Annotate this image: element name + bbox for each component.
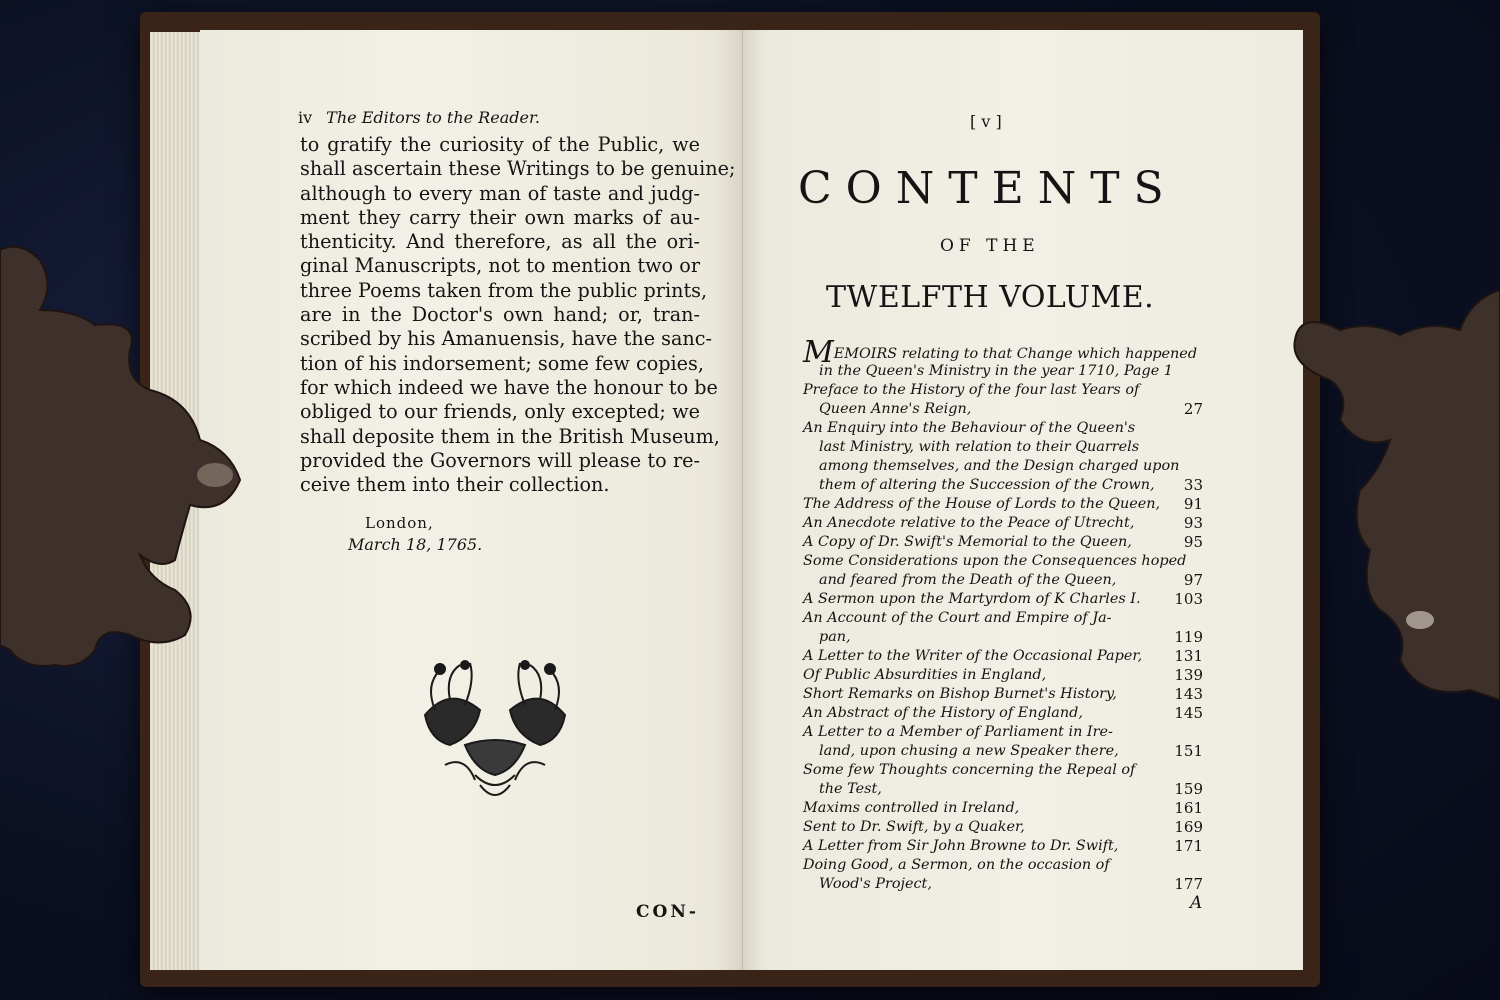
contents-entry-text: Queen Anne's Reign, xyxy=(819,401,972,417)
contents-page-number: 27 xyxy=(1183,400,1203,418)
contents-entry xyxy=(803,381,1203,419)
contents-entry-text: Maxims controlled in Ireland, xyxy=(803,800,1020,816)
contents-entry-line xyxy=(803,685,1203,704)
contents-page-number: 103 xyxy=(1174,590,1203,608)
contents-entry-line xyxy=(803,362,1203,381)
contents-page-number: 131 xyxy=(1174,647,1203,665)
contents-entry-text: EMOIRS relating to that Change which happened xyxy=(833,346,1198,362)
place-line: London, xyxy=(365,514,434,532)
left-body-text xyxy=(300,133,736,497)
body-line: provided the Governors will please to re- xyxy=(300,448,700,472)
body-line: shall deposite them in the British Museum, xyxy=(300,424,720,448)
contents-page-number: 95 xyxy=(1183,533,1203,551)
left-running-head xyxy=(298,108,540,127)
date-line: March 18, 1765. xyxy=(348,535,483,554)
body-line: thenticity. And therefore, as all the ori- xyxy=(300,230,700,254)
contents-page-number: 97 xyxy=(1183,571,1203,589)
contents-entry-line xyxy=(803,856,1203,875)
body-line: shall ascertain these Writings to be genuine; xyxy=(300,157,736,181)
contents-entry xyxy=(803,818,1203,837)
contents-entry xyxy=(803,685,1203,704)
contents-entry xyxy=(803,533,1203,552)
contents-entry-text: Some few Thoughts concerning the Repeal of xyxy=(803,762,1136,778)
contents-page-number: 159 xyxy=(1174,780,1203,798)
contents-entry-text: A Copy of Dr. Swift's Memorial to the Queen, xyxy=(803,534,1132,550)
contents-entry-line xyxy=(803,400,1203,419)
volume-title: TWELFTH VOLUME. xyxy=(826,280,1155,315)
contents-page-number: 145 xyxy=(1174,704,1203,722)
contents-page-number: 171 xyxy=(1174,837,1203,855)
right-page-number: [ v ] xyxy=(970,112,1002,131)
contents-entry-text: Preface to the History of the four last Years of xyxy=(803,382,1140,398)
contents-entry-line xyxy=(803,666,1203,685)
contents-entry xyxy=(803,590,1203,609)
contents-entry xyxy=(803,495,1203,514)
contents-entry-line xyxy=(803,552,1203,571)
left-page-clip xyxy=(0,240,250,680)
contents-entry-line xyxy=(803,381,1203,400)
running-head-text: The Editors to the Reader. xyxy=(326,108,540,127)
body-line: ceive them into their collection. xyxy=(300,473,610,497)
contents-entry-line xyxy=(803,761,1203,780)
contents-entry-line xyxy=(803,742,1203,761)
contents-page-number: 119 xyxy=(1174,628,1203,646)
contents-entry xyxy=(803,723,1203,761)
contents-entry-text: Of Public Absurdities in England, xyxy=(803,667,1047,683)
contents-entry-text: A Sermon upon the Martyrdom of K Charles I. xyxy=(803,591,1141,607)
contents-page-number: 91 xyxy=(1183,495,1203,513)
contents-entry-text: A Letter from Sir John Browne to Dr. Swift, xyxy=(803,838,1119,854)
contents-entry-line xyxy=(803,533,1203,552)
contents-entry-text: A Letter to the Writer of the Occasional Paper, xyxy=(803,648,1143,664)
contents-entry-line xyxy=(803,571,1203,590)
contents-title: CONTENTS xyxy=(798,163,1178,214)
body-line: ment they carry their own marks of au- xyxy=(300,205,700,229)
contents-entry xyxy=(803,666,1203,685)
left-page-number: iv xyxy=(298,108,313,127)
contents-entry-text: Sent to Dr. Swift, by a Quaker, xyxy=(803,819,1025,835)
contents-entry-line xyxy=(803,628,1203,647)
contents-entry-text: Wood's Project, xyxy=(819,876,932,892)
contents-entry xyxy=(803,704,1203,723)
contents-entry-text: and feared from the Death of the Queen, xyxy=(819,572,1117,588)
contents-entry xyxy=(803,552,1203,590)
contents-entry-text: land, upon chusing a new Speaker there, xyxy=(819,743,1119,759)
body-line: although to every man of taste and judg- xyxy=(300,181,700,205)
contents-entry xyxy=(803,609,1203,647)
body-line: obliged to our friends, only excepted; we xyxy=(300,400,700,424)
contents-entry-line xyxy=(803,514,1203,533)
contents-entry-line xyxy=(803,419,1203,438)
contents-entry-text: last Ministry, with relation to their Quarrels xyxy=(819,439,1140,455)
contents-page-number: 161 xyxy=(1174,799,1203,817)
contents-entry-line xyxy=(803,609,1203,628)
contents-entry xyxy=(803,335,1203,381)
body-line: for which indeed we have the honour to be xyxy=(300,375,718,399)
contents-entry-text: A Letter to a Member of Parliament in Ire- xyxy=(803,724,1113,740)
contents-page-number: 177 xyxy=(1174,875,1203,893)
contents-entry xyxy=(803,837,1203,856)
contents-entry-line xyxy=(803,837,1203,856)
contents-entry-text: among themselves, and the Design charged upon xyxy=(819,458,1180,474)
contents-entry-text: in the Queen's Ministry in the year 1710, Page 1 xyxy=(819,363,1173,379)
contents-page-number: 143 xyxy=(1174,685,1203,703)
contents-page-number: 93 xyxy=(1183,514,1203,532)
contents-entry-text: the Test, xyxy=(819,781,882,797)
body-line: three Poems taken from the public prints, xyxy=(300,278,708,302)
floral-ornament xyxy=(405,655,585,815)
contents-entry xyxy=(803,761,1203,799)
contents-entry xyxy=(803,856,1203,894)
body-line: ginal Manuscripts, not to mention two or xyxy=(300,254,700,278)
right-catchword: A xyxy=(1190,893,1203,913)
drop-cap: M xyxy=(803,335,834,370)
contents-entry xyxy=(803,419,1203,495)
contents-entry-text: An Enquiry into the Behaviour of the Queen's xyxy=(803,420,1136,436)
contents-list xyxy=(803,335,1203,894)
contents-entry-text: An Account of the Court and Empire of Ja- xyxy=(803,610,1112,626)
contents-entry-line xyxy=(803,438,1203,457)
right-page-clip xyxy=(1270,290,1500,710)
contents-entry-line xyxy=(803,335,1203,370)
contents-entry-text: An Abstract of the History of England, xyxy=(803,705,1083,721)
body-line: to gratify the curiosity of the Public, we xyxy=(300,133,700,156)
contents-page-number: 151 xyxy=(1174,742,1203,760)
contents-page-number: 33 xyxy=(1183,476,1203,494)
contents-entry xyxy=(803,514,1203,533)
contents-entry-text: The Address of the House of Lords to the Queen, xyxy=(803,496,1161,512)
contents-entry-line xyxy=(803,704,1203,723)
left-catchword: CON- xyxy=(636,902,699,922)
contents-entry-line xyxy=(803,780,1203,799)
contents-entry-line xyxy=(803,799,1203,818)
contents-entry-line xyxy=(803,723,1203,742)
contents-entry-line xyxy=(803,457,1203,476)
contents-entry-line xyxy=(803,476,1203,495)
contents-entry-line xyxy=(803,590,1203,609)
contents-entry-text: Short Remarks on Bishop Burnet's History, xyxy=(803,686,1117,702)
contents-entry-text: Some Considerations upon the Consequences hoped xyxy=(803,553,1187,569)
contents-entry xyxy=(803,647,1203,666)
contents-page-number: 169 xyxy=(1174,818,1203,836)
contents-entry-line xyxy=(803,818,1203,837)
contents-entry-line xyxy=(803,875,1203,894)
contents-entry-line xyxy=(803,647,1203,666)
contents-entry-text: them of altering the Succession of the Crown, xyxy=(819,477,1155,493)
contents-entry xyxy=(803,799,1203,818)
contents-page-number: 139 xyxy=(1174,666,1203,684)
contents-entry-text: Doing Good, a Sermon, on the occasion of xyxy=(803,857,1110,873)
contents-entry-line xyxy=(803,495,1203,514)
body-line: scribed by his Amanuensis, have the sanc- xyxy=(300,327,713,351)
contents-entry-text: pan, xyxy=(819,629,851,645)
body-line: tion of his indorsement; some few copies, xyxy=(300,351,704,375)
of-the-subtitle: OF THE xyxy=(940,236,1040,256)
contents-entry-text: An Anecdote relative to the Peace of Utrecht, xyxy=(803,515,1135,531)
body-line: are in the Doctor's own hand; or, tran- xyxy=(300,303,700,327)
